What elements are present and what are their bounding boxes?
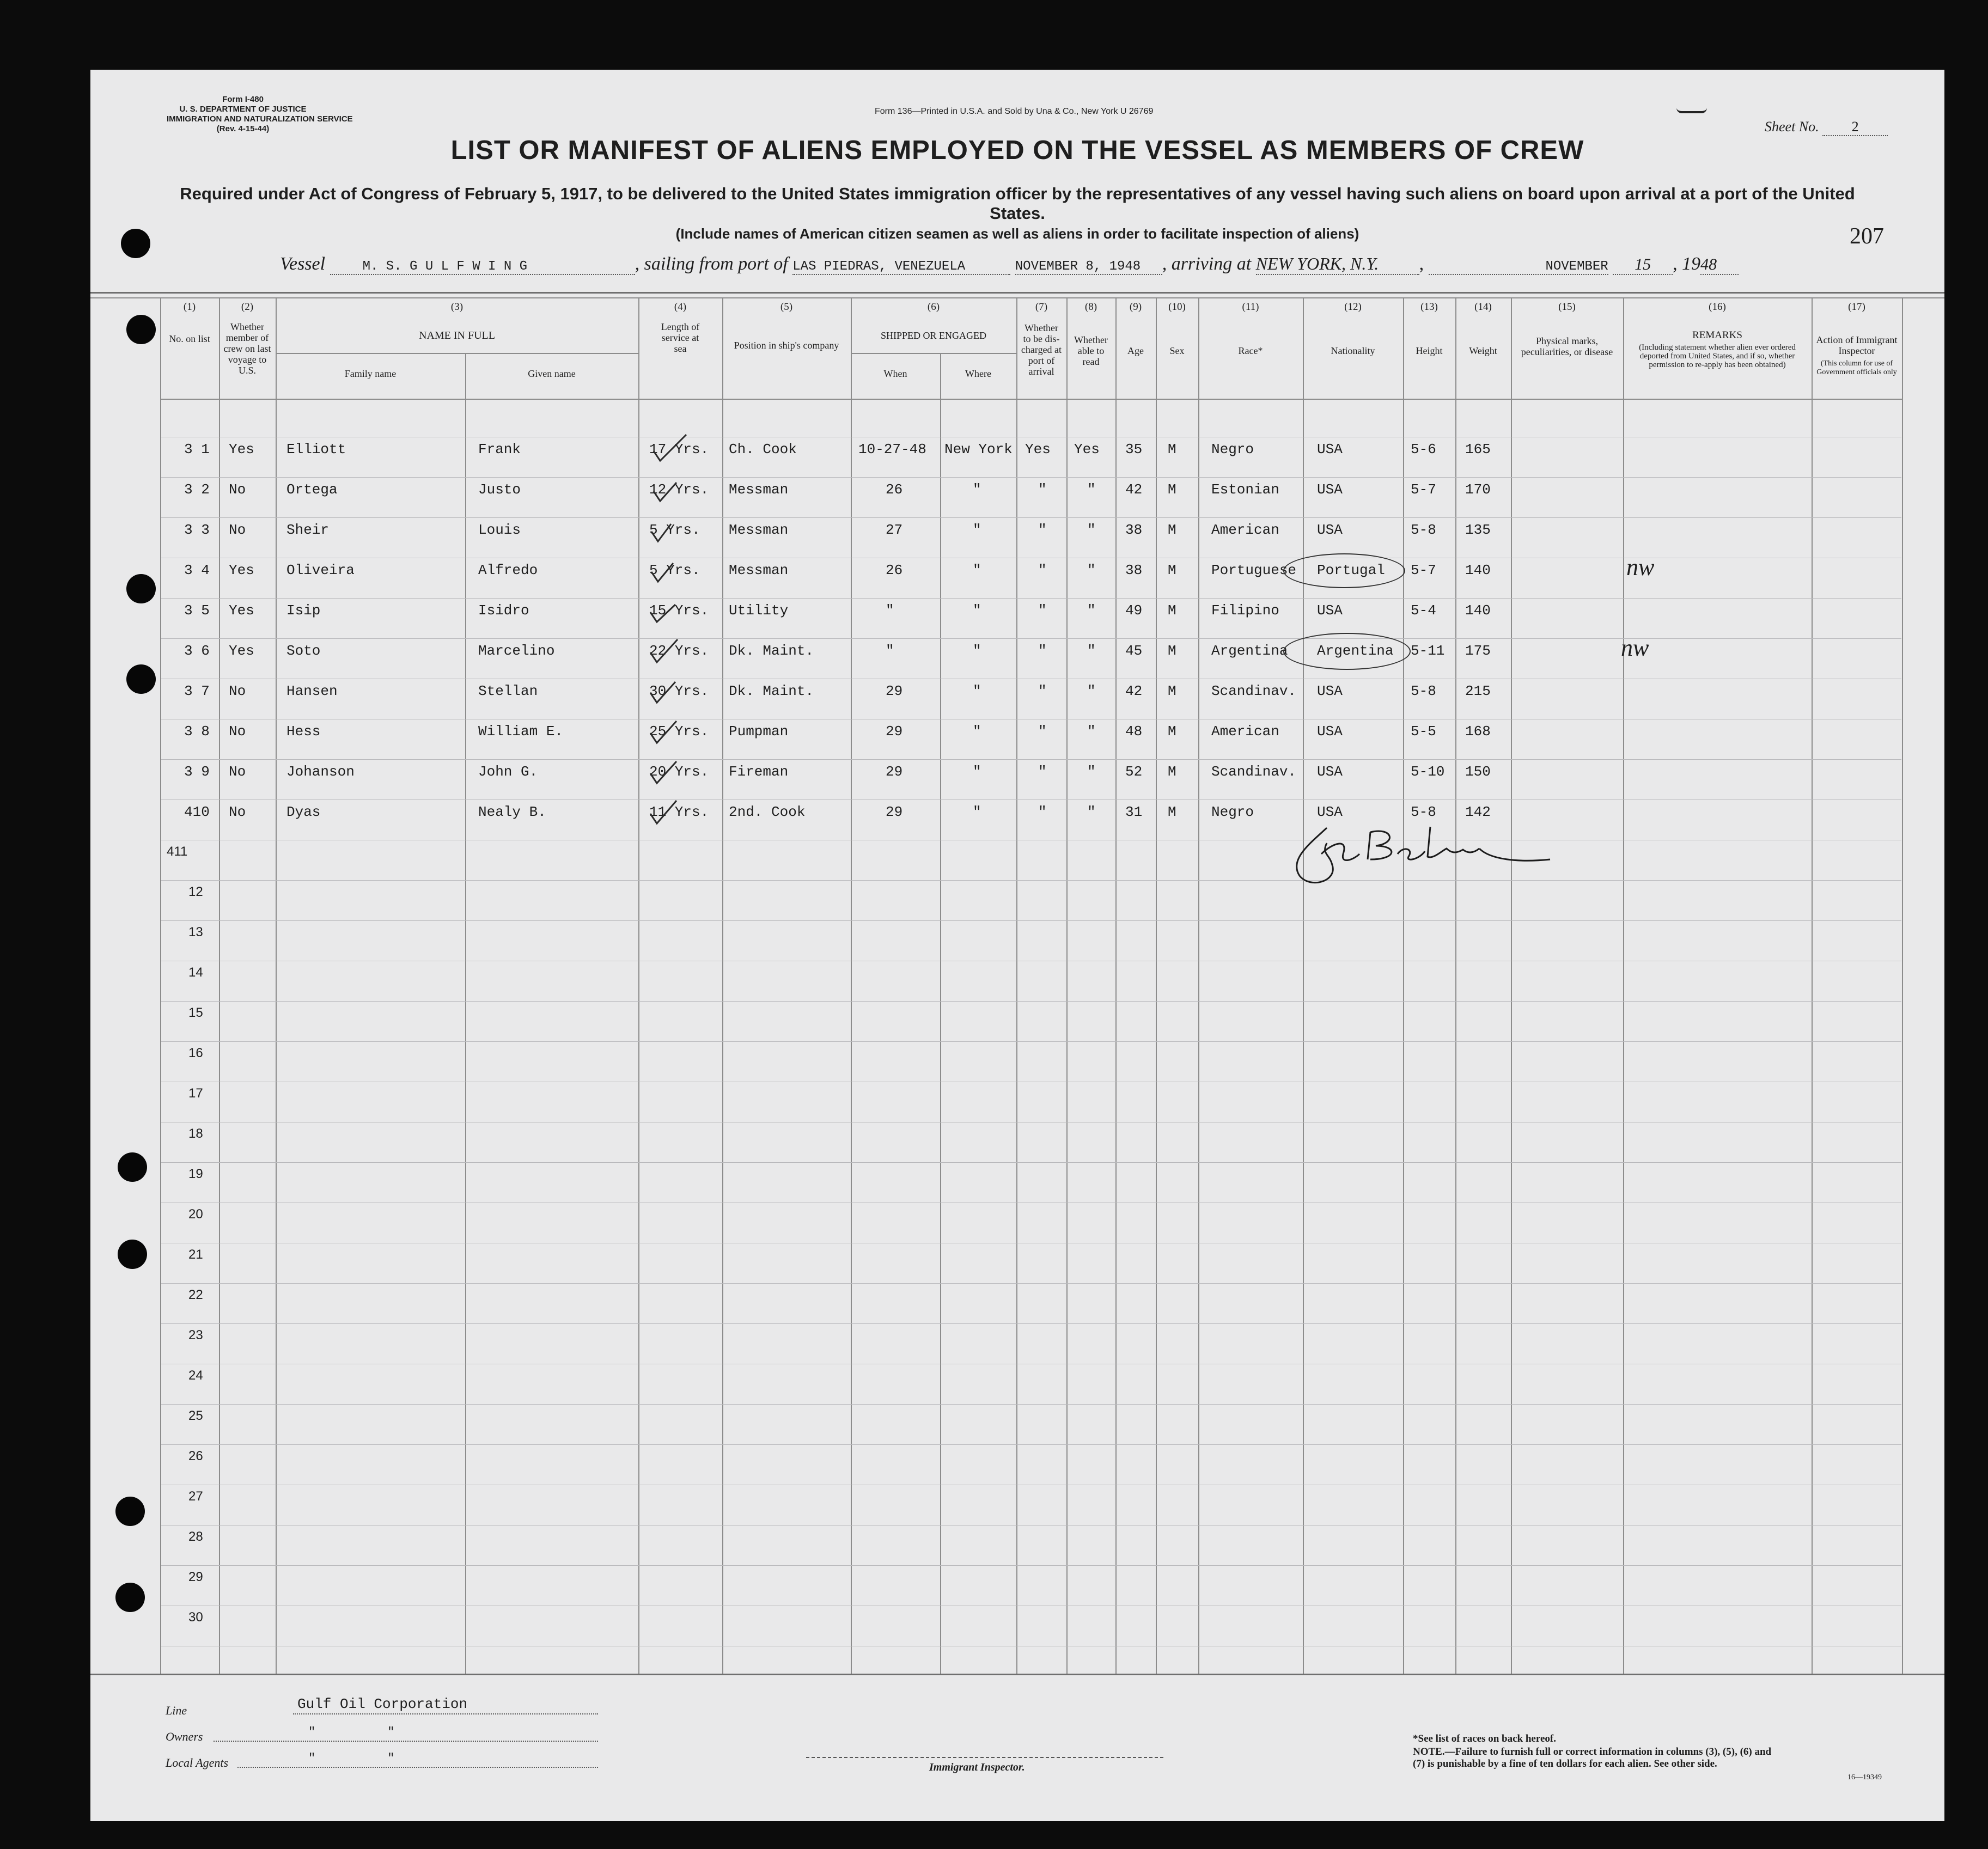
vessel-value: M. S. G U L F W I N G: [330, 259, 635, 275]
row-number: 410: [184, 804, 210, 820]
line-underline: [293, 1713, 598, 1714]
heading-discharged: Whether to be dis-charged at port of arrival: [1021, 322, 1062, 377]
line-value: Gulf Oil Corporation: [297, 1696, 468, 1712]
departure-port: LAS PIEDRAS, VENEZUELA: [792, 259, 1010, 275]
form-code: 16—19349: [1847, 1773, 1882, 1781]
arrival-port: NEW YORK, N.Y.: [1256, 254, 1419, 275]
owners-underline: [214, 1741, 598, 1742]
row-number: 3 3: [184, 522, 210, 538]
form-block: [167, 95, 353, 134]
heading-given-name: Given name: [528, 368, 576, 379]
line-label: Line: [166, 1704, 187, 1717]
remarks-mark: nw: [1626, 554, 1655, 581]
heading-where: Where: [965, 368, 991, 379]
binder-hole: [118, 1240, 147, 1269]
list-item: 30: [188, 1610, 203, 1625]
departure-date: NOVEMBER 8, 1948: [1015, 259, 1162, 275]
offset-print-smudge: [1724, 549, 1899, 582]
list-item: 27: [188, 1489, 203, 1504]
heading-read: Whether able to read: [1074, 334, 1108, 367]
sheet-value: 2: [1822, 119, 1888, 136]
binder-hole: [115, 1583, 145, 1612]
list-item: 21: [188, 1247, 203, 1262]
agents-label: Local Agents: [166, 1756, 229, 1769]
list-item: 22: [188, 1287, 203, 1302]
circled-argentina: [1283, 633, 1411, 670]
heading-action: Action of Immigrant Inspector: [1816, 334, 1898, 356]
sheet-number: [1765, 119, 1888, 136]
row-number: 3 7: [184, 683, 210, 699]
row-number: 3 1: [184, 441, 210, 457]
owners-label: Owners: [166, 1730, 203, 1743]
header-bottom-rule: [160, 399, 1902, 400]
heading-height: Height: [1416, 345, 1443, 356]
list-item: 15: [188, 1005, 203, 1020]
list-item: 28: [188, 1529, 203, 1544]
list-item: 12: [188, 884, 203, 899]
binder-hole: [115, 1497, 145, 1526]
row-number: 3 8: [184, 723, 210, 740]
list-item: 13: [188, 925, 203, 939]
heading-nationality: Nationality: [1331, 345, 1375, 356]
list-item: 29: [188, 1570, 203, 1584]
heading-physical-marks: Physical marks, peculiarities, or disease: [1521, 335, 1613, 357]
list-item: 23: [188, 1328, 203, 1342]
row-number: 3 5: [184, 602, 210, 619]
binder-hole: [126, 664, 156, 694]
form-revision: (Rev. 4-15-44): [216, 124, 270, 133]
binder-hole: [118, 1152, 147, 1182]
heading-name: NAME IN FULL: [419, 329, 495, 341]
heading-sex: Sex: [1169, 345, 1185, 356]
heading-race: Race*: [1238, 345, 1263, 356]
voyage-line: Vessel M. S. G U L F W I N G , sailing from port of LAS PIEDRAS, VENEZUELA NOVEMBER 8, 1948 , arriving at NEW YORK, N.Y. , NOVEMBER 15 , 1948: [280, 254, 1739, 275]
arriving-label: , arriving at: [1162, 254, 1252, 274]
arrival-day: 15: [1613, 255, 1673, 275]
heading-weight: Weight: [1469, 345, 1497, 356]
heading-service: Length of service at sea: [661, 321, 700, 354]
binder-hole: [126, 315, 156, 344]
vessel-label: Vessel: [280, 254, 326, 274]
list-item: 18: [188, 1126, 203, 1141]
race-footnote: *See list of races on back hereof.: [1413, 1733, 1556, 1744]
list-item: 16: [188, 1046, 203, 1060]
list-item: 20: [188, 1207, 203, 1222]
binder-hole: [126, 574, 156, 603]
heading-age: Age: [1127, 345, 1144, 356]
manifest-sheet: Form I-480 U. S. DEPARTMENT OF JUSTICE IMMIGRATION AND NATURALIZATION SERVICE (Rev. 4-15-44) Form 136—Printed in U.S.A. and Sold by Una & Co., New York U 26769 Sheet No. 2 LIST OR MANIFEST OF ALIENS EMPLOYED ON THE VESSEL AS MEMBERS OF CREW Required under Act of Congress of February 5, 1917, to be delivered to the United States immigration officer by the representatives of any vessel having such aliens on board upon arrival at a port of the United States. (Include names of American citizen seamen as well as aliens in order to facilitate inspection of aliens) 207 Vessel M. S. G U L F W I N G , sailing from port of LAS PIEDRAS, VENEZUELA NOVEMBER 8, 1948 , arriving at NEW YORK, N.Y. , NOVEMBER 15 , 1948 (1) (2) (3) (4) (5) (6) (7) (8) (9) (10) (11) (12) (13) (14) (15) (16) (17) No. on list Whether member of crew on last voyage to U.S. NAME IN FULL Family name Given name Length of service at sea Position in ship's company SHIPPED OR ENGAGED When Where Whether to be dis-charged at port of arrival Whether able to read Age Sex Race* Nationality Height Weight Physical marks, peculiarities, or disease REMARKS (Including statement whether alien ever ordered deported from United States, and if so, whether permission to re-apply has been obtained) Action of Immigrant Inspector (This column for use of Government officials only 3 1 Yes Elliott Frank 17 Yrs. Ch. Cook 10-27-48 New York Yes Yes 35 M Negro USA 5-6 165 3 2 No Ortega Justo 12 Yrs. Messman 26 " " " 42 M Estonian USA 5-7 170 3 3 No Sheir Louis 5 Yrs. Messman 27 " " " 38 M American USA 5-8 135 3 4 Yes Oliveira Alfredo 5 Yrs. Messman 26 " " " 38 M Portuguese Portugal 5-7 140 3 5 Yes Isip Isidro 15 Yrs. Utility " " " " 49 M Filipino USA 5-4 140 3 6 Yes Soto Marcelino 22 Yrs. Dk. Maint. " " " " 45 M Argentina Argentina 5-11 175 3 7 No Hansen Stellan 30 Yrs. Dk. Maint. 29 " " " 42 M Scandinav. USA 5-8 215 3 8 No Hess William E. 25 Yrs. Pumpman 29 " " " 48 M American USA 5-5 168 3 9 No Johanson John G. 20 Yrs. Fireman 29 " " " 52 M Scandinav. USA 5-10 150 410 No Dyas Nealy B. 11 Yrs. 2nd. Cook 29 " " " 31 M Negro USA 5-8 142 nw nw 411 12 13 14 15 16 17 18 19 20 21 22 23 24 25 26 27 28 29 30 Line Gulf Oil Corporation Owners " " Local Agents " " Immigrant Inspector. *See list of races on back hereof. NOTE.—Failure to furnish full or correct information in columns (3), (5), (6) and (7) is punishable by a fine of ten dollars for each alien. See other side. 16—19349: [90, 70, 1944, 1821]
row-number: 3 4: [184, 562, 210, 578]
row-number: 3 9: [184, 764, 210, 780]
list-item: 26: [188, 1449, 203, 1463]
binder-hole: [121, 229, 150, 258]
agents-underline: [237, 1767, 598, 1768]
list-item: 17: [188, 1086, 203, 1101]
year-label: , 19: [1673, 254, 1701, 274]
service-check-marks: [638, 418, 722, 849]
heading-shipped: SHIPPED OR ENGAGED: [880, 330, 986, 341]
remarks-mark: nw: [1621, 634, 1649, 661]
arrival-year: 48: [1700, 255, 1739, 275]
list-item: 14: [188, 965, 203, 980]
list-item: 19: [188, 1167, 203, 1181]
heading-no-on-list: No. on list: [169, 333, 210, 344]
list-item: 25: [188, 1408, 203, 1423]
heading-family-name: Family name: [344, 368, 397, 379]
heading-action-note: (This column for use of Government officials only: [1816, 359, 1897, 376]
heading-remarks: REMARKS: [1692, 329, 1742, 341]
signature-scribble: [1289, 821, 1561, 892]
department-name: U. S. DEPARTMENT OF JUSTICE: [179, 105, 307, 114]
form-number: Form I-480: [222, 95, 264, 104]
sheet-label: Sheet No.: [1765, 119, 1819, 135]
list-item: 411: [167, 844, 188, 859]
sailing-label: , sailing from port of: [635, 254, 788, 274]
requirement-text: Required under Act of Congress of February 5, 1917, to be delivered to the United States immigration officer by the representatives of any vessel having such aliens on board upon arrival at a port of the United States.: [180, 184, 1855, 223]
circled-portugal: [1283, 553, 1405, 588]
arrival-month: NOVEMBER: [1429, 259, 1608, 275]
table-top-rule: [90, 292, 1944, 294]
agents-value: " ": [308, 1752, 395, 1765]
pen-stroke: [1676, 108, 1707, 113]
table-bottom-rule: [90, 1674, 1944, 1675]
heading-member: Whether member of crew on last voyage to U.S.: [223, 321, 271, 376]
table-top-rule-2: [90, 297, 1944, 298]
heading-position: Position in ship's company: [734, 340, 839, 351]
list-item: 24: [188, 1368, 203, 1383]
row-number: 3 2: [184, 481, 210, 498]
owners-value: " ": [308, 1725, 395, 1739]
inspector-label: Immigrant Inspector.: [929, 1761, 1025, 1773]
include-note: (Include names of American citizen seamen as well as aliens in order to facilitate inspection of aliens): [675, 225, 1359, 242]
printer-line: Form 136—Printed in U.S.A. and Sold by Una & Co., New York U 26769: [875, 107, 1154, 116]
heading-remarks-note: (Including statement whether alien ever ordered deported from United States, and if so, whether permission to re-apply has been obtained): [1639, 343, 1796, 369]
penalty-note: NOTE.—Failure to furnish full or correct information in columns (3), (5), (6) and (7) is punishable by a fine of ten dollars for each alien. See other side.: [1413, 1746, 1772, 1769]
page-stamp: 207: [1850, 224, 1884, 249]
inspector-signature-line: [806, 1757, 1163, 1758]
page-title: LIST OR MANIFEST OF ALIENS EMPLOYED ON THE VESSEL AS MEMBERS OF CREW: [450, 136, 1584, 165]
service-name: IMMIGRATION AND NATURALIZATION SERVICE: [167, 114, 353, 124]
heading-when: When: [883, 368, 907, 379]
row-number: 3 6: [184, 643, 210, 659]
